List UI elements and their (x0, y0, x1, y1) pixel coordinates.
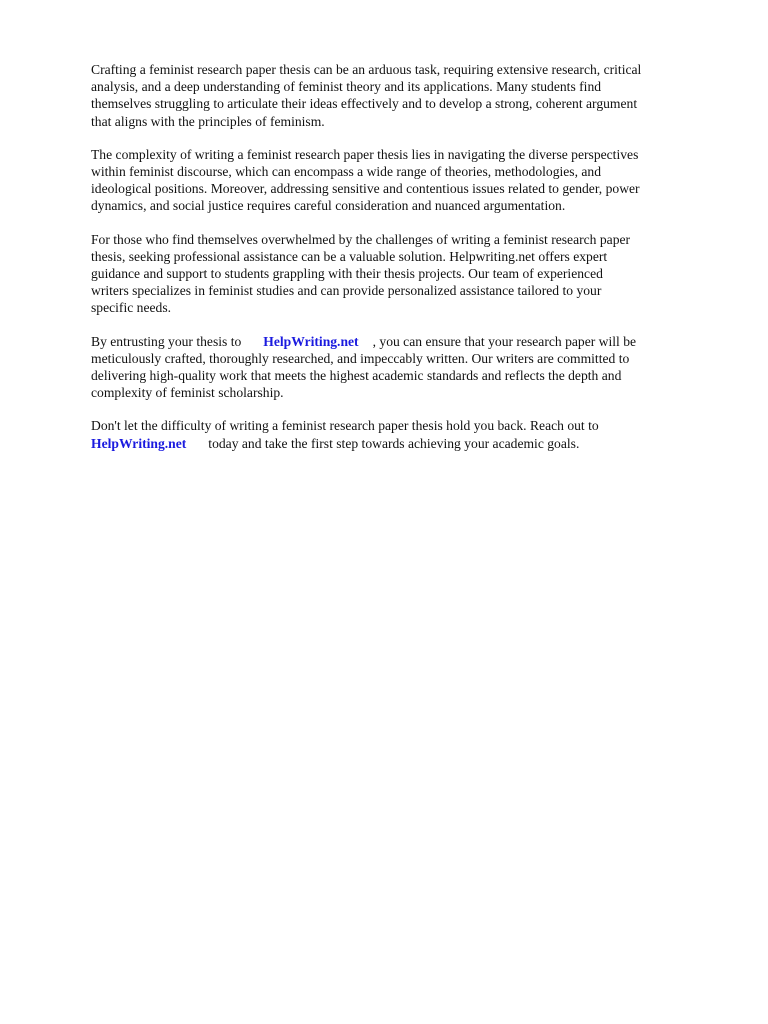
text-fragment: today and take the first step towards achieving your academic goals. (208, 435, 580, 451)
text-line: For those who find themselves overwhelmed by the challenges of writing a feminist research paper (91, 231, 631, 247)
text-line: themselves struggling to articulate their ideas effectively and to develop a strong, coherent argument (91, 96, 638, 112)
helpwriting-link[interactable]: HelpWriting.net (91, 435, 187, 451)
text-line: complexity of feminist scholarship. (91, 385, 284, 401)
paragraph-call-to-action (91, 417, 731, 451)
text-fragment: By entrusting your thesis to (91, 333, 242, 349)
paragraph-complexity (91, 146, 731, 215)
text-line: The complexity of writing a feminist research paper thesis lies in navigating the diverse perspectives (91, 146, 639, 162)
helpwriting-link[interactable]: HelpWriting.net (263, 333, 359, 349)
document-body (91, 61, 731, 468)
text-line: Don't let the difficulty of writing a feminist research paper thesis hold you back. Reach out to (91, 418, 599, 434)
text-line: dynamics, and social justice requires careful consideration and nuanced argumentation. (91, 198, 566, 214)
paragraph-assistance (91, 231, 731, 317)
text-fragment: , you can ensure that your research paper will be (372, 333, 637, 349)
text-line: guidance and support to students grappling with their thesis projects. Our team of experienced (91, 266, 603, 282)
text-line: writers specializes in feminist studies and can provide personalized assistance tailored to your (91, 283, 602, 299)
text-line (91, 435, 731, 452)
text-line: specific needs. (91, 300, 172, 316)
text-line: delivering high-quality work that meets the highest academic standards and reflects the depth and (91, 368, 622, 384)
text-line: analysis, and a deep understanding of feminist theory and its applications. Many students find (91, 79, 602, 95)
text-line: that aligns with the principles of feminism. (91, 113, 325, 129)
text-line (91, 333, 731, 350)
paragraph-intro (91, 61, 731, 130)
text-line: thesis, seeking professional assistance can be a valuable solution. Helpwriting.net offers expert (91, 248, 608, 264)
text-line: Crafting a feminist research paper thesis can be an arduous task, requiring extensive research, critical (91, 62, 642, 77)
text-line: within feminist discourse, which can encompass a wide range of theories, methodologies, and (91, 164, 602, 180)
text-line: meticulously crafted, thoroughly researched, and impeccably written. Our writers are committed to (91, 350, 630, 366)
paragraph-entrusting (91, 333, 731, 402)
text-line: ideological positions. Moreover, addressing sensitive and contentious issues related to gender, power (91, 181, 640, 197)
